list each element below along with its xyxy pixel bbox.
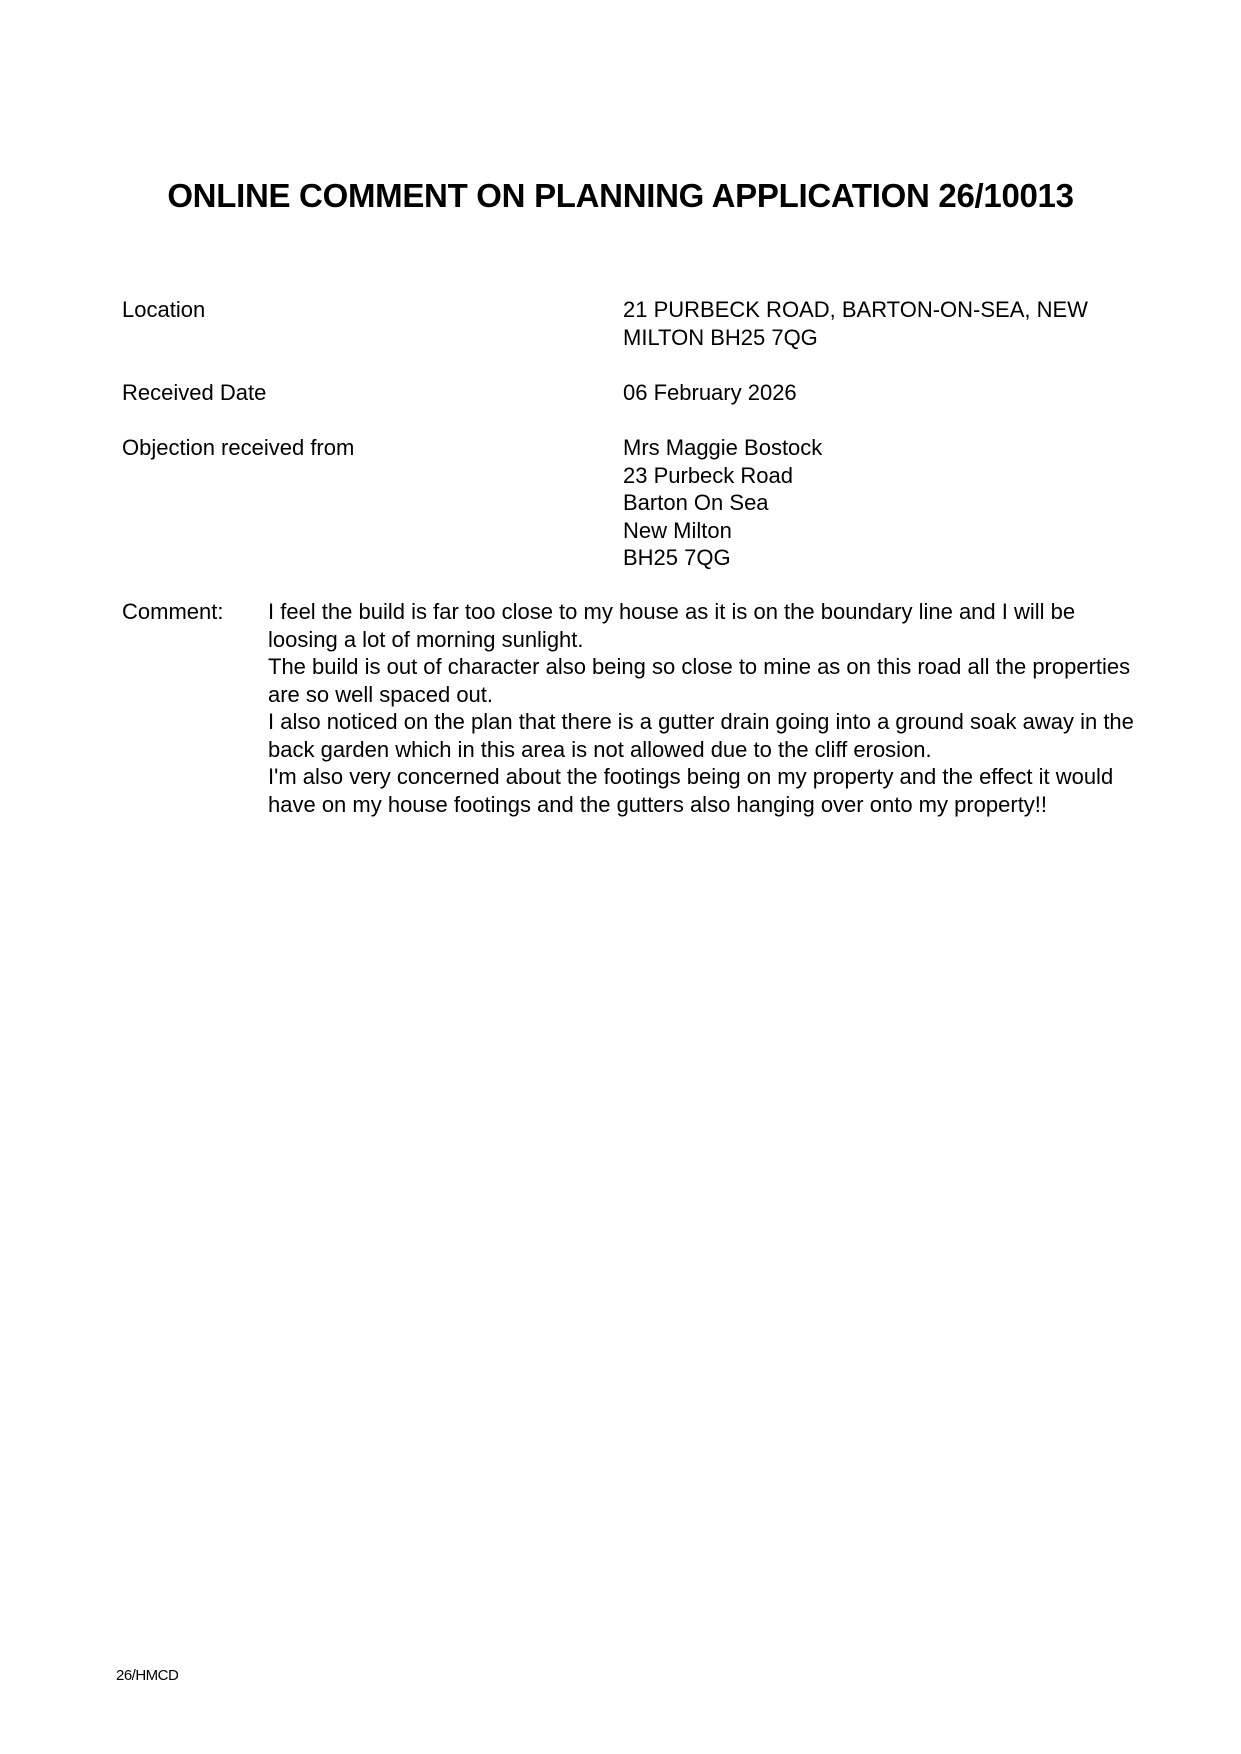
comment-label: Comment: — [122, 599, 224, 624]
location-value — [623, 296, 1143, 351]
received-date-value: 06 February 2026 — [623, 380, 797, 405]
comment-paragraph: The build is out of character also being so close to mine as on this road all the properties are so well spaced out. — [268, 654, 1131, 707]
objector-address-line: New Milton — [623, 517, 732, 543]
objector-address-line: 23 Purbeck Road — [623, 462, 793, 488]
objector-address — [623, 434, 1143, 572]
comment-body — [268, 598, 1148, 818]
received-date-label: Received Date — [122, 380, 267, 405]
location-line: MILTON BH25 7QG — [623, 324, 818, 350]
page-title: ONLINE COMMENT ON PLANNING APPLICATION 26/10013 — [167, 177, 1074, 214]
objection-label: Objection received from — [122, 435, 355, 460]
objector-postcode: BH25 7QG — [623, 545, 731, 570]
location-label: Location — [122, 297, 206, 322]
location-line: 21 PURBECK ROAD, BARTON-ON-SEA, NEW — [623, 297, 1088, 322]
objector-address-line: Barton On Sea — [623, 490, 769, 515]
comment-paragraph: I feel the build is far too close to my house as it is on the boundary line and I will be loosing a lot of morning sunlight. — [268, 599, 1076, 652]
footer-reference: 26/HMCD — [116, 1667, 179, 1684]
comment-paragraph: I also noticed on the plan that there is a gutter drain going into a ground soak away in the back garden which in this area is not allowed due to the cliff erosion. — [268, 709, 1134, 762]
comment-paragraph: I'm also very concerned about the footings being on my property and the effect it would have on my house footings and the gutters also hanging over onto my property!! — [268, 764, 1114, 817]
objector-name: Mrs Maggie Bostock — [623, 435, 823, 460]
